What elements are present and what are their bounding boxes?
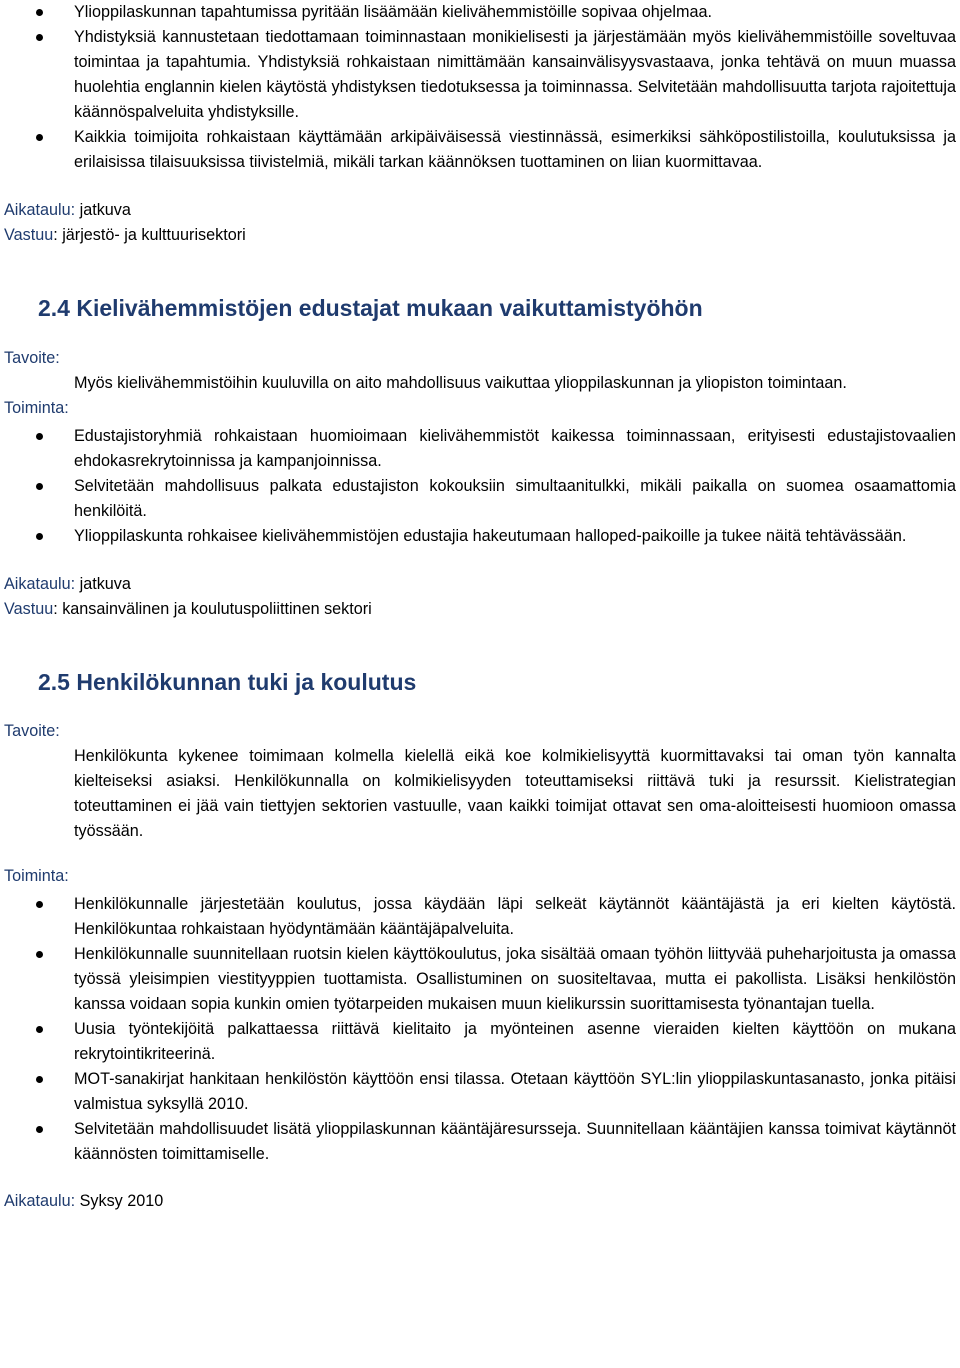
section-heading: 2.4 Kielivähemmistöjen edustajat mukaan vaikuttamistyöhön: [38, 295, 703, 321]
action-list: [0, 892, 960, 1167]
list-item: Ylioppilaskunta rohkaisee kielivähemmistöjen edustajia hakeutumaan halloped-paikoille ja tukee näitä tehtävässään.: [0, 524, 960, 549]
bullet-icon: [36, 901, 43, 908]
bullet-icon: [36, 34, 43, 41]
responsibility-value: : kansainvälinen ja koulutuspoliittinen sektori: [53, 600, 372, 618]
goal-text: Myös kielivähemmistöihin kuuluvilla on aito mahdollisuus vaikuttaa ylioppilaskunnan ja yliopiston toimintaan.: [74, 374, 847, 392]
schedule-value: Syksy 2010: [75, 1192, 164, 1210]
bullet-icon: [36, 1026, 43, 1033]
goal-label: Tavoite:: [4, 722, 60, 740]
schedule-line: [0, 1189, 960, 1214]
schedule-value: jatkuva: [75, 201, 131, 219]
bullet-icon: [36, 483, 43, 490]
schedule-line: [0, 198, 960, 223]
goal-text: Henkilökunta kykenee toimimaan kolmella kielellä eikä koe kolmikielisyyttä kuormittavaksi tai oman työn kannalta kielteiseksi asiaksi. Henkilökunnalla on kolmikielisyyden toteuttamiseksi riittävä tuki ja resurssit. Kielistrategian toteuttaminen ei jää vain tiettyjen sektorien vastuulle, vaan kaikki toimijat ottavat sen oma-aloitteisesti huomioon omassa työssään.: [74, 747, 956, 840]
responsibility-label: Vastuu: [4, 226, 54, 244]
schedule-label: Aikataulu:: [4, 201, 76, 219]
list-item: Henkilökunnalle järjestetään koulutus, jossa käydään läpi selkeät käytännöt kääntäjästä ja eri kielten käytöstä. Henkilökuntaa rohkaistaan hyödyntämään kääntäjäpalveluita.: [0, 892, 960, 942]
bullet-icon: [36, 1126, 43, 1133]
schedule-value: jatkuva: [75, 575, 131, 593]
responsibility-value: : järjestö- ja kulttuurisektori: [53, 226, 246, 244]
goal-label: Tavoite:: [4, 349, 60, 367]
bullet-icon: [36, 533, 43, 540]
list-item: Edustajistoryhmiä rohkaistaan huomioimaan kielivähemmistöt kaikessa toiminnassaan, erityisesti edustajistovaalien ehdokasrekrytoinnissa ja kampanjoinnissa.: [0, 424, 960, 474]
schedule-label: Aikataulu:: [4, 1192, 76, 1210]
schedule-line: [0, 572, 960, 597]
top-bullet-list: [0, 0, 960, 175]
bullet-icon: [36, 1076, 43, 1083]
list-item: Yhdistyksiä kannustetaan tiedottamaan toiminnastaan monikielisesti ja järjestämään myös kielivähemmistöille soveltuvaa toimintaa ja tapahtumia. Yhdistyksiä rohkaistaan nimittämään kansainvälisyysvastaava, jonka tehtävä on muun muassa huolehtia englannin kielen käytöstä yhdistyksen tiedotuksessa ja toiminnassa. Selvitetään mahdollisuutta tarjota rajoitettuja käännöspalveluita yhdistyksille.: [0, 25, 960, 125]
responsibility-line: [0, 223, 960, 248]
responsibility-label: Vastuu: [4, 600, 54, 618]
schedule-label: Aikataulu:: [4, 575, 76, 593]
list-item: Selvitetään mahdollisuudet lisätä ylioppilaskunnan kääntäjäresursseja. Suunnitellaan kääntäjien kanssa toimivat käytännöt käännösten toimittamiselle.: [0, 1117, 960, 1167]
bullet-icon: [36, 9, 43, 16]
action-label: Toiminta:: [4, 399, 69, 417]
action-label: Toiminta:: [4, 867, 69, 885]
action-list: [0, 424, 960, 549]
list-item: MOT-sanakirjat hankitaan henkilöstön käyttöön ensi tilassa. Otetaan käyttöön SYL:lin ylioppilaskuntasanasto, jonka pitäisi valmistua syksyllä 2010.: [0, 1067, 960, 1117]
list-item: Henkilökunnalle suunnitellaan ruotsin kielen käyttökoulutus, joka sisältää omaan työhön liittyvää puheharjoitusta ja omassa työssä yleisimpien viestityyppien tuottamista. Osallistuminen on suositeltavaa, mutta ei pakollista. Lisäksi henkilöstön kanssa voidaan sopia kunkin omien työtarpeiden mukaisen muun kielikurssin suorittamisesta työnantajan tuella.: [0, 942, 960, 1017]
list-item: Kaikkia toimijoita rohkaistaan käyttämään arkipäiväisessä viestinnässä, esimerkiksi sähköpostilistoilla, koulutuksissa ja erilaisissa tilaisuuksissa tiivistelmiä, mikäli tarkan käännöksen tuottaminen on liian kuormittavaa.: [0, 125, 960, 175]
list-item: Ylioppilaskunnan tapahtumissa pyritään lisäämään kielivähemmistöille sopivaa ohjelmaa.: [0, 0, 960, 25]
list-item: Uusia työntekijöitä palkattaessa riittävä kielitaito ja myönteinen asenne vieraiden kielten käyttöön on mukana rekrytointikriteerinä.: [0, 1017, 960, 1067]
responsibility-line: [0, 597, 960, 622]
section-heading: 2.5 Henkilökunnan tuki ja koulutus: [38, 669, 417, 695]
bullet-icon: [36, 433, 43, 440]
bullet-icon: [36, 134, 43, 141]
list-item: Selvitetään mahdollisuus palkata edustajiston kokouksiin simultaanitulkki, mikäli paikalla on suomea osaamattomia henkilöitä.: [0, 474, 960, 524]
bullet-icon: [36, 951, 43, 958]
